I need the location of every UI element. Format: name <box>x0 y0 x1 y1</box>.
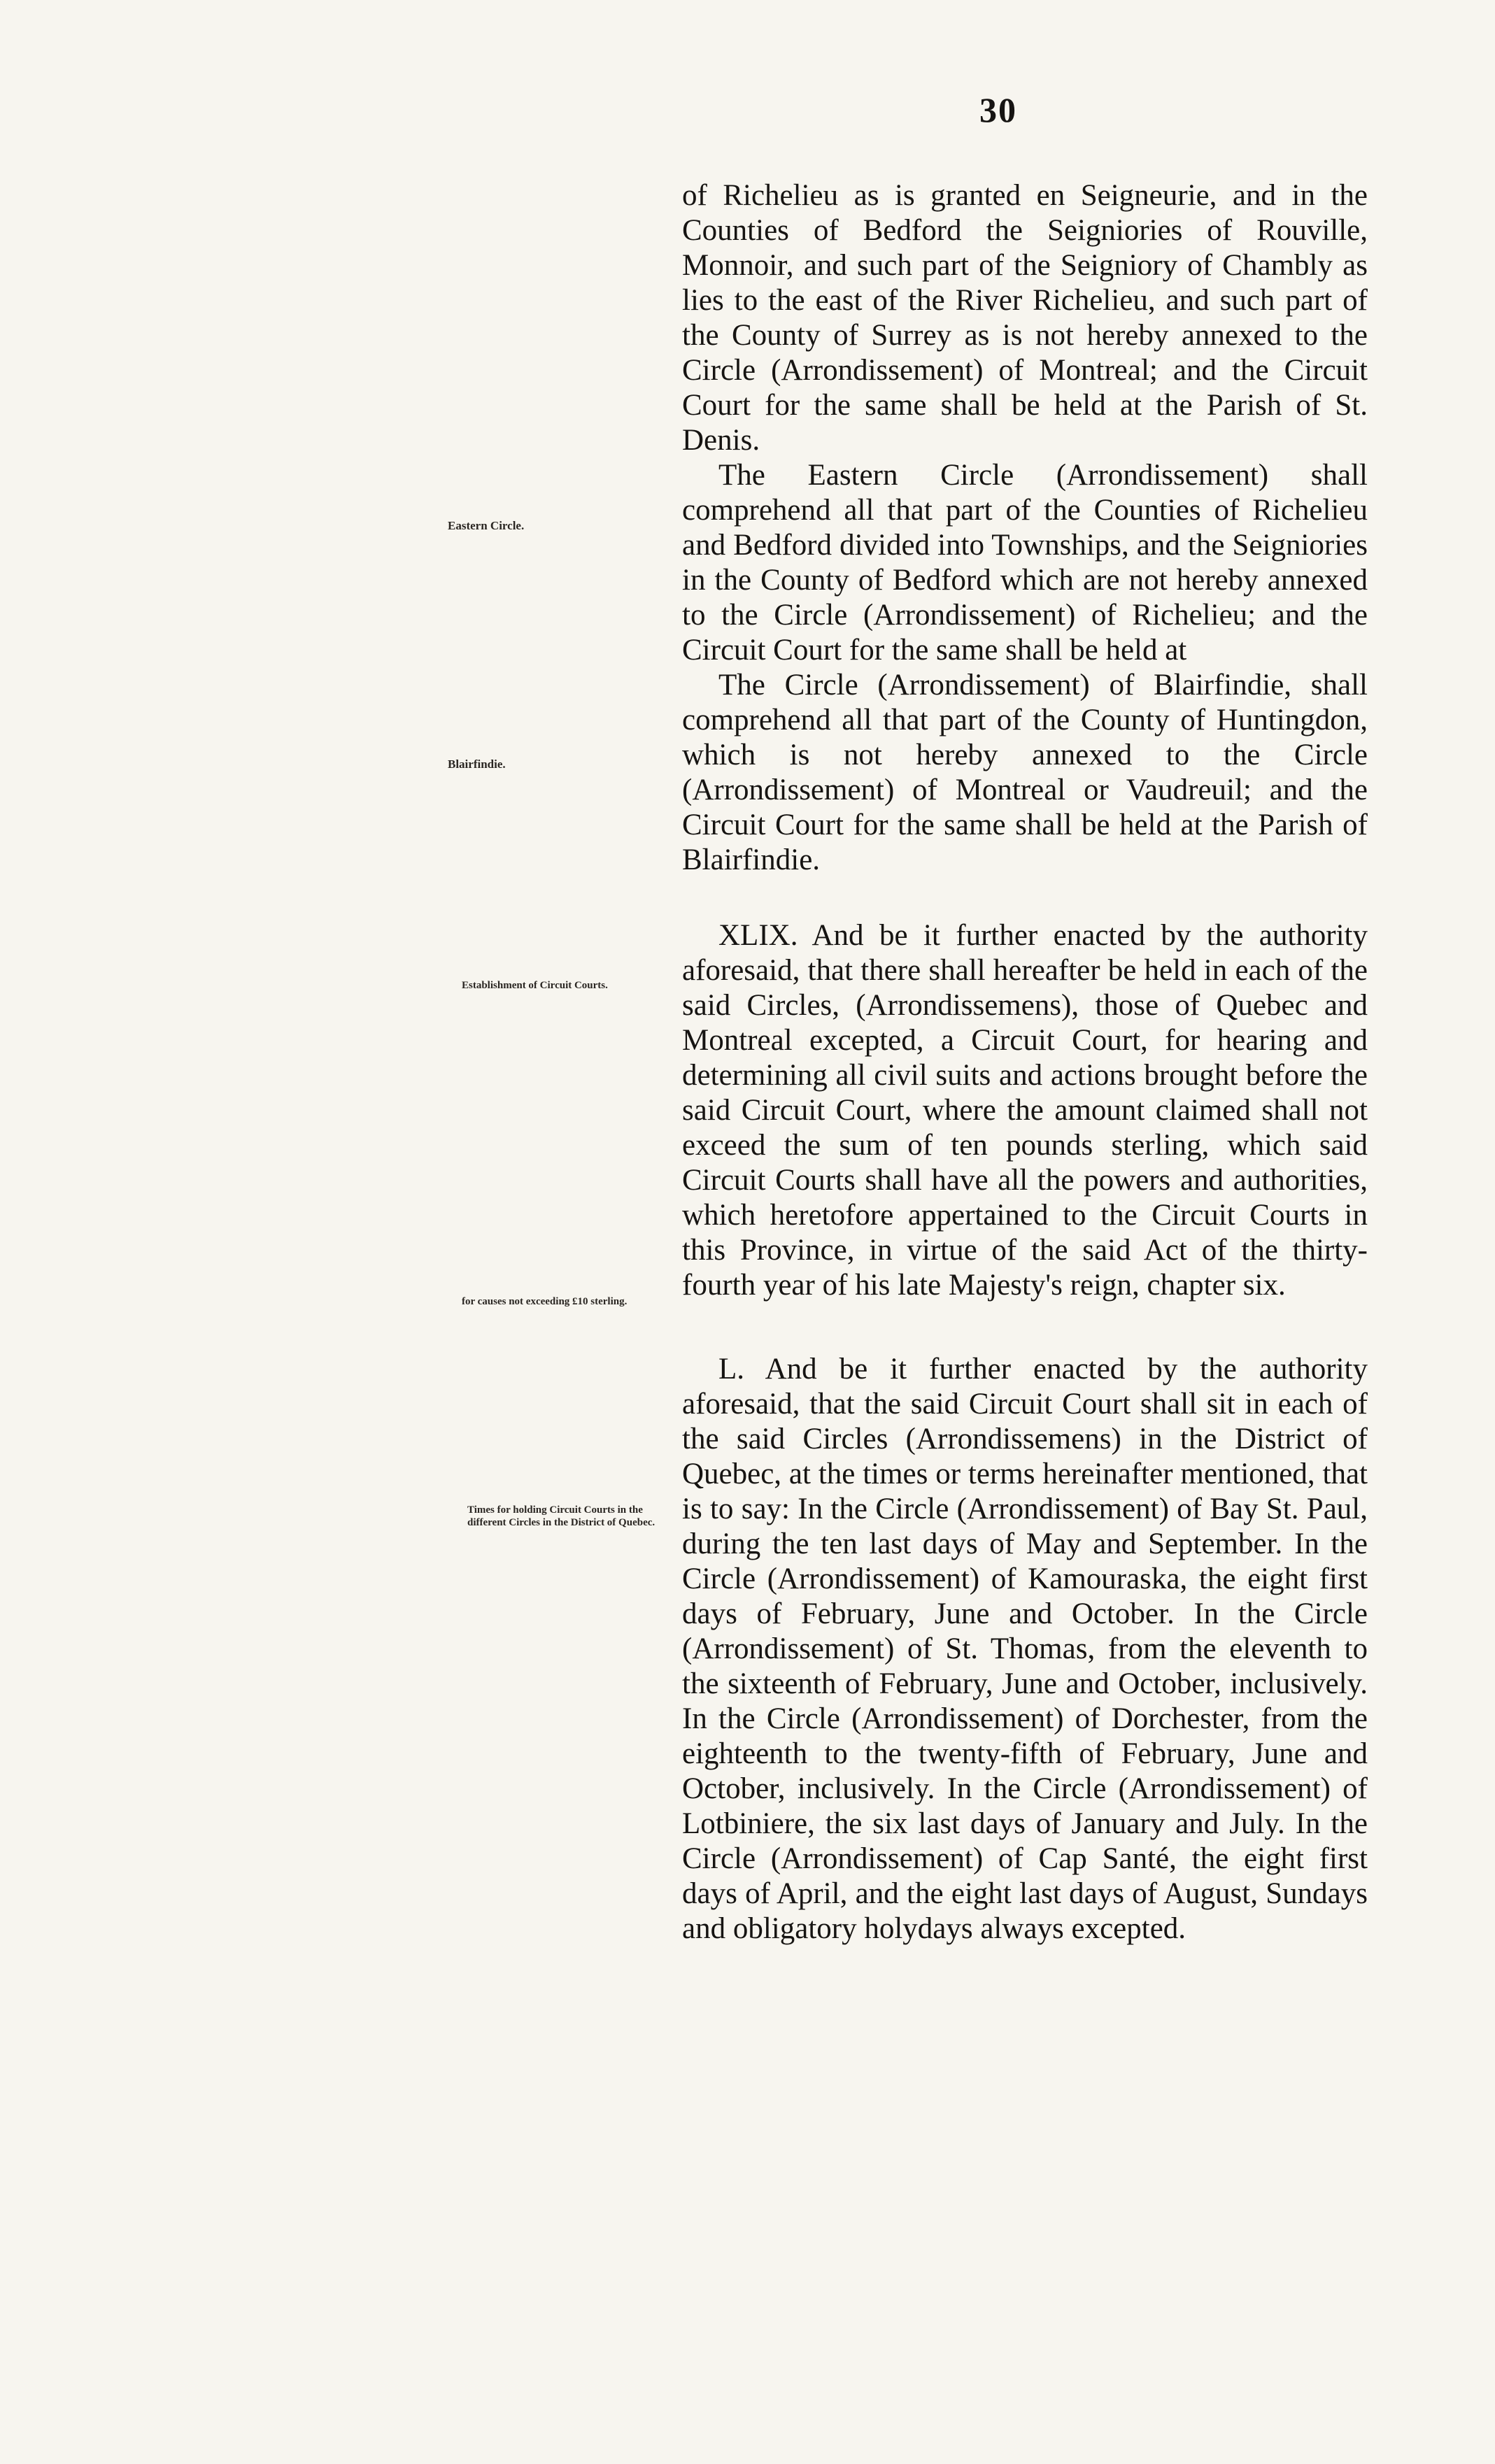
margin-note-blairfindie: Blairfindie. <box>448 757 506 771</box>
margin-note-establishment: Establishment of Circuit Courts. <box>462 980 608 991</box>
paragraph-eastern-circle: The Eastern Circle (Arrondissement) shall comprehend all that part of the Counties of Richelieu and Bedford divided into Townships, and the Seigniories in the County of Bedford which are not hereby annexed to the Circle (Arrondissement) of Richelieu; and the Circuit Court for the same shall be held at <box>682 459 1368 667</box>
paragraph-blairfindie: The Circle (Arrondissement) of Blairfindie, shall comprehend all that part of the County of Huntingdon, which is not hereby annexed to the Circle (Arrondissement) of Montreal or Vaudreuil; and the Circuit Court for the same shall be held at the Parish of Blairfindie. <box>682 669 1368 876</box>
paragraph-section-l: L. And be it further enacted by the authority aforesaid, that the said Circuit Court shall sit in each of the said Circles (Arrondissemens) in the District of Quebec, at the times or terms hereinafter mentioned, that is to say: In the Circle (Arrondissement) of Bay St. Paul, during the ten last days of May and September. In the Circle (Arrondissement) of Kamouraska, the eight first days of February, June and October. In the Circle (Arrondissement) of St. Thomas, from the eleventh to the sixteenth of February, June and October, inclusively. In the Circle (Arrondissement) of Dorchester, from the eighteenth to the twenty-fifth of February, June and October, inclusively. In the Circle (Arrondissement) of Lotbiniere, the six last days of January and July. In the Circle (Arrondissement) of Cap Santé, the eight first days of April, and the eight last days of August, Sundays and obligatory holydays always excepted. <box>682 1353 1368 1945</box>
margin-note-eastern-circle: Eastern Circle. <box>448 519 525 532</box>
page-number: 30 <box>979 90 1017 129</box>
paragraph-section-xlix: XLIX. And be it further enacted by the authority aforesaid, that there shall hereafter be held in each of the said Circles, (Arrondissemens), those of Quebec and Montreal excepted, a Circuit Court, for hearing and determining all civil suits and actions brought before the said Circuit Court, where the amount claimed shall not exceed the sum of ten pounds sterling, which said Circuit Courts shall have all the powers and authorities, which heretofore appertained to the Circuit Courts in this Province, in virtue of the said Act of the thirty-fourth year of his late Majesty's reign, chapter six. <box>682 919 1368 1302</box>
margin-note-times: Times for holding Circuit Courts in the different Circles in the District of Quebec. <box>467 1504 656 1528</box>
body-text <box>682 178 1368 1946</box>
margin-note-causes: for causes not exceeding £10 sterling. <box>462 1296 628 1307</box>
paragraph-richelieu: of Richelieu as is granted en Seigneurie, and in the Counties of Bedford the Seigniories of Rouville, Monnoir, and such part of the Seigniory of Chambly as lies to the east of the River Richelieu, and such part of the County of Surrey as is not hereby annexed to the Circle (Arrondissement) of Montreal; and the Circuit Court for the same shall be held at the Parish of St. Denis. <box>682 179 1368 457</box>
